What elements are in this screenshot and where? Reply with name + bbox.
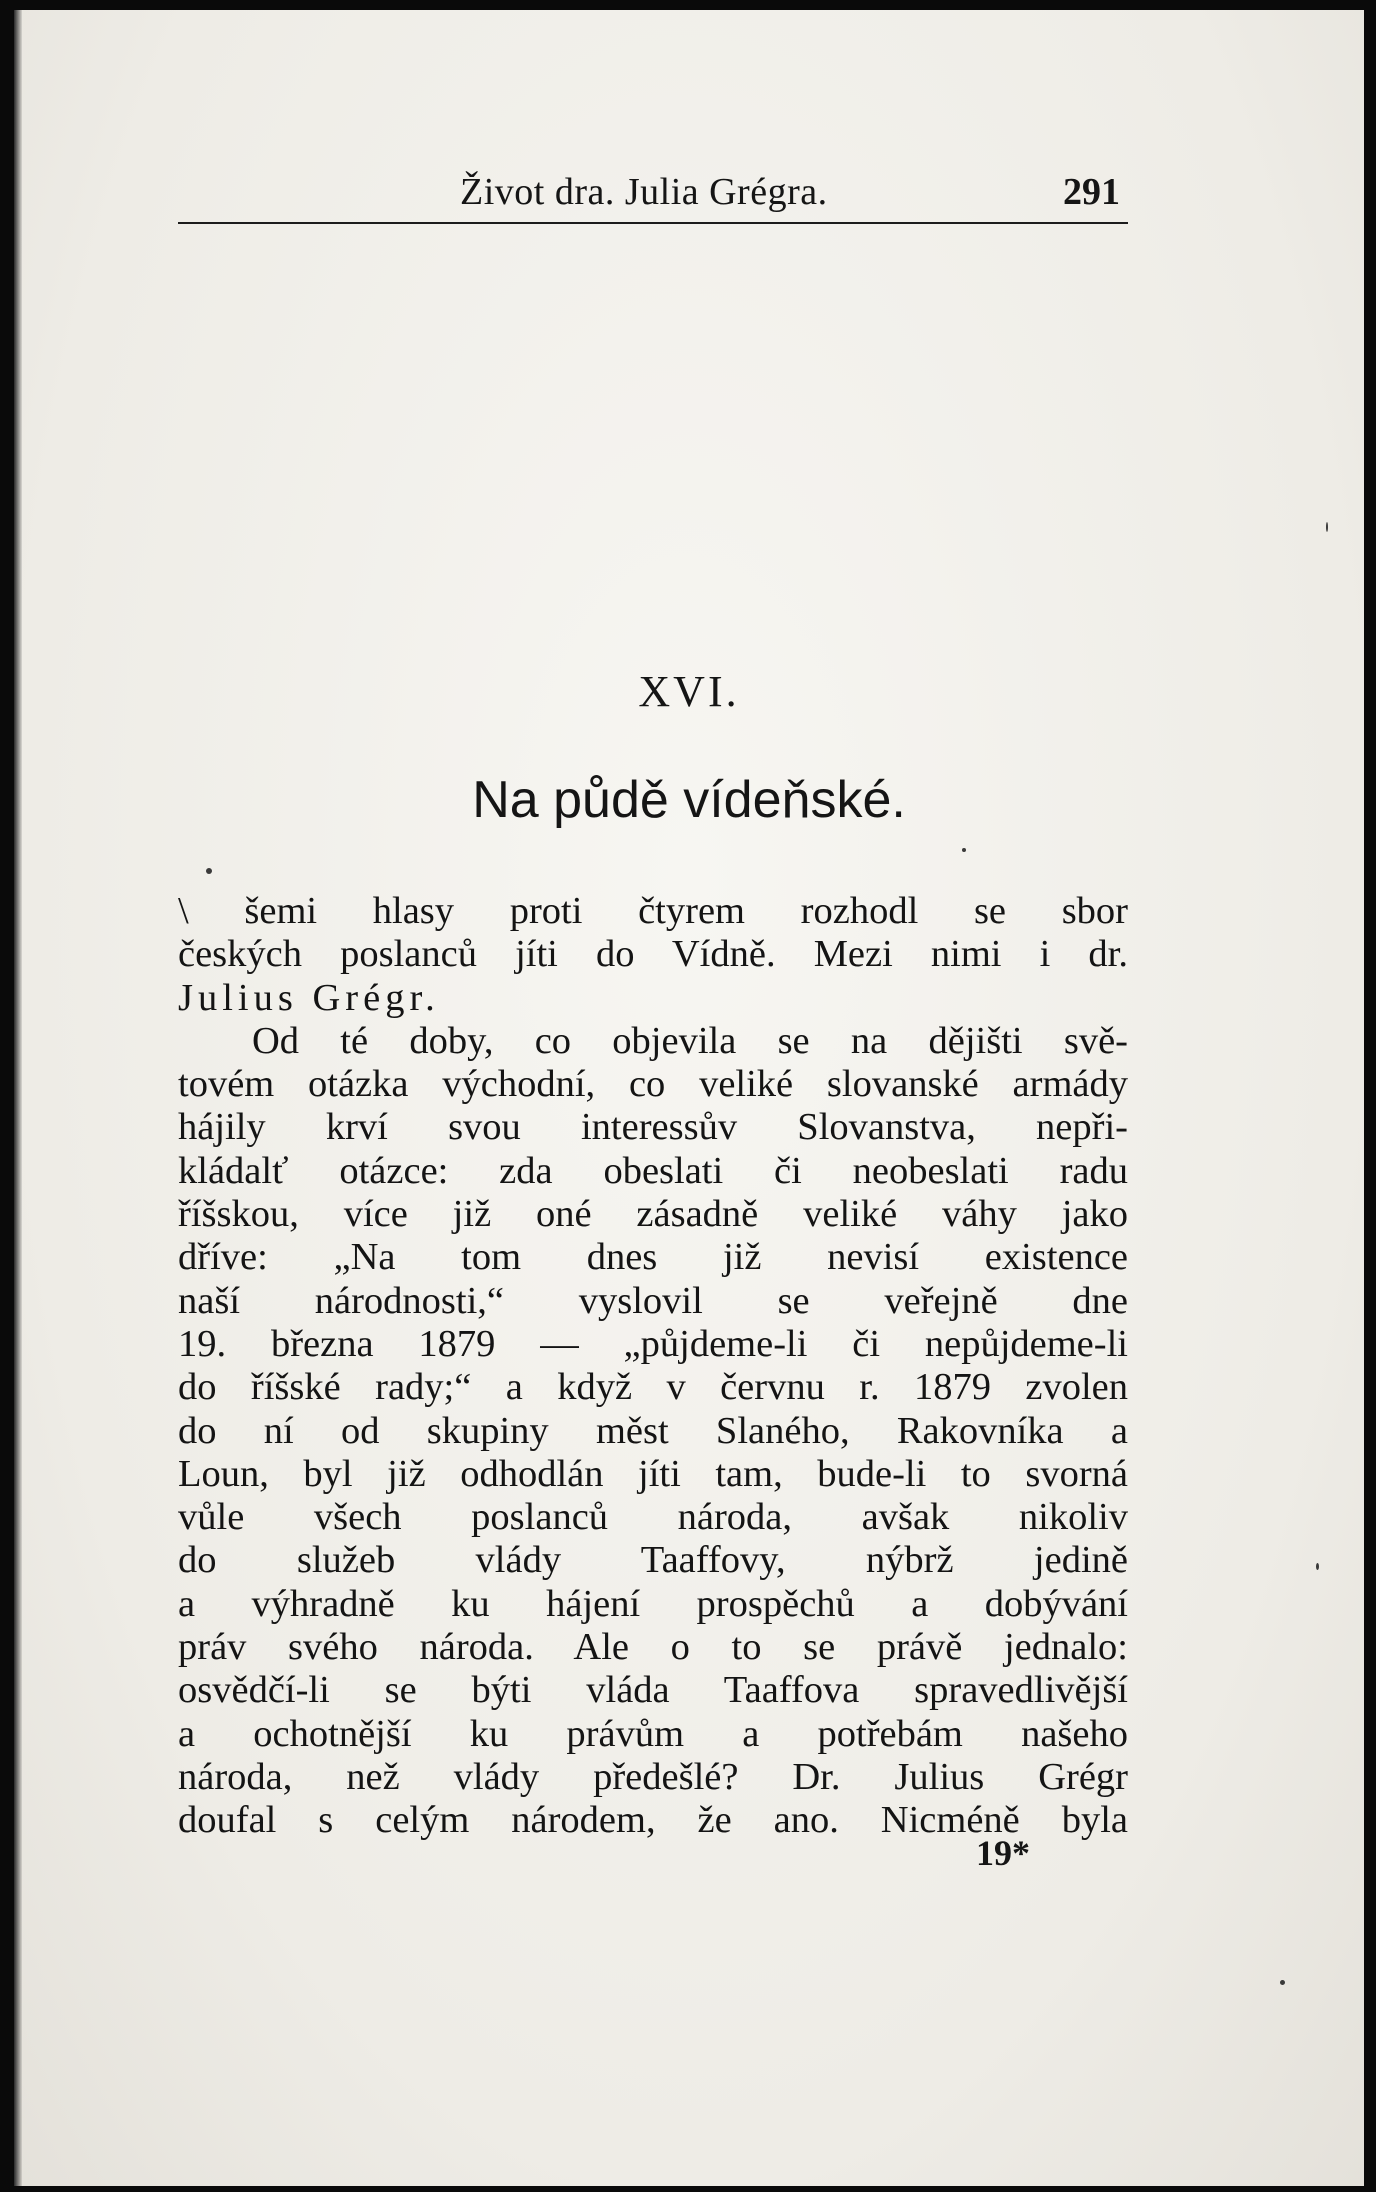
- chapter-number: XVI.: [638, 667, 740, 716]
- text-line: kládalť otázce: zda obeslati či neobeslati radu: [178, 1149, 1128, 1192]
- text-line: Loun, byl již odhodlán jíti tam, bude-li to svorná: [178, 1452, 1128, 1495]
- paper-speck: [1280, 1980, 1285, 1985]
- text-line: a výhradně ku hájení prospěchů a dobývání: [178, 1582, 1128, 1625]
- text-line: říšskou, více již oné zásadně veliké váhy jako: [178, 1193, 1128, 1236]
- text-line: do říšské rady;“ a když v červnu r. 1879 zvolen: [178, 1366, 1128, 1409]
- text-line: Julius Grégr.: [178, 976, 440, 1019]
- text-line: do ní od skupiny měst Slaného, Rakovníka a: [178, 1409, 1128, 1452]
- text-line: naší národnosti,“ vyslovil se veřejně dne: [178, 1279, 1128, 1322]
- paper-speck: [1316, 1563, 1319, 1570]
- text-line: 19. března 1879 — „půjdeme-li či nepůjdeme-li: [178, 1322, 1128, 1365]
- chapter-title: Na půdě vídeňské.: [472, 771, 906, 829]
- text-line: národa, než vlády předešlé? Dr. Julius Grégr: [178, 1755, 1128, 1798]
- text-line: osvědčí-li se býti vláda Taaffova spravedlivější: [178, 1669, 1128, 1712]
- page-number: 291: [1063, 171, 1120, 213]
- text-line: dříve: „Na tom dnes již nevisí existence: [178, 1236, 1128, 1279]
- text-line: a ochotnější ku právům a potřebám našeho: [178, 1712, 1128, 1755]
- text-line: vůle všech poslanců národa, avšak nikoliv: [178, 1496, 1128, 1539]
- text-line: českých poslanců jíti do Vídně. Mezi nimi i dr.: [178, 933, 1128, 976]
- text-line: doufal s celým národem, že ano. Nicméně byla: [178, 1799, 1128, 1842]
- text-line: Od té doby, co objevila se na dějišti svě-: [252, 1019, 1128, 1062]
- text-line: tovém otázka východní, co veliké slovanské armády: [178, 1063, 1128, 1106]
- running-title: Život dra. Julia Grégra.: [460, 171, 828, 213]
- paper-speck: [962, 848, 966, 852]
- text-line: do služeb vlády Taaffovy, nýbrž jedině: [178, 1539, 1128, 1582]
- text-line: \ šemi hlasy proti čtyrem rozhodl se sbor: [178, 890, 1128, 932]
- book-page: [14, 10, 1364, 2186]
- text-line: práv svého národa. Ale o to se právě jednalo:: [178, 1626, 1128, 1669]
- paper-speck: [206, 868, 212, 874]
- running-head: [178, 162, 1128, 224]
- signature-mark: 19*: [976, 1833, 1030, 1873]
- text-line: hájily krví svou interessův Slovanstva, nepři-: [178, 1106, 1128, 1149]
- body-text: [178, 890, 1128, 1843]
- scan-edge-shadow: [14, 10, 22, 2186]
- paper-speck: [1326, 522, 1328, 532]
